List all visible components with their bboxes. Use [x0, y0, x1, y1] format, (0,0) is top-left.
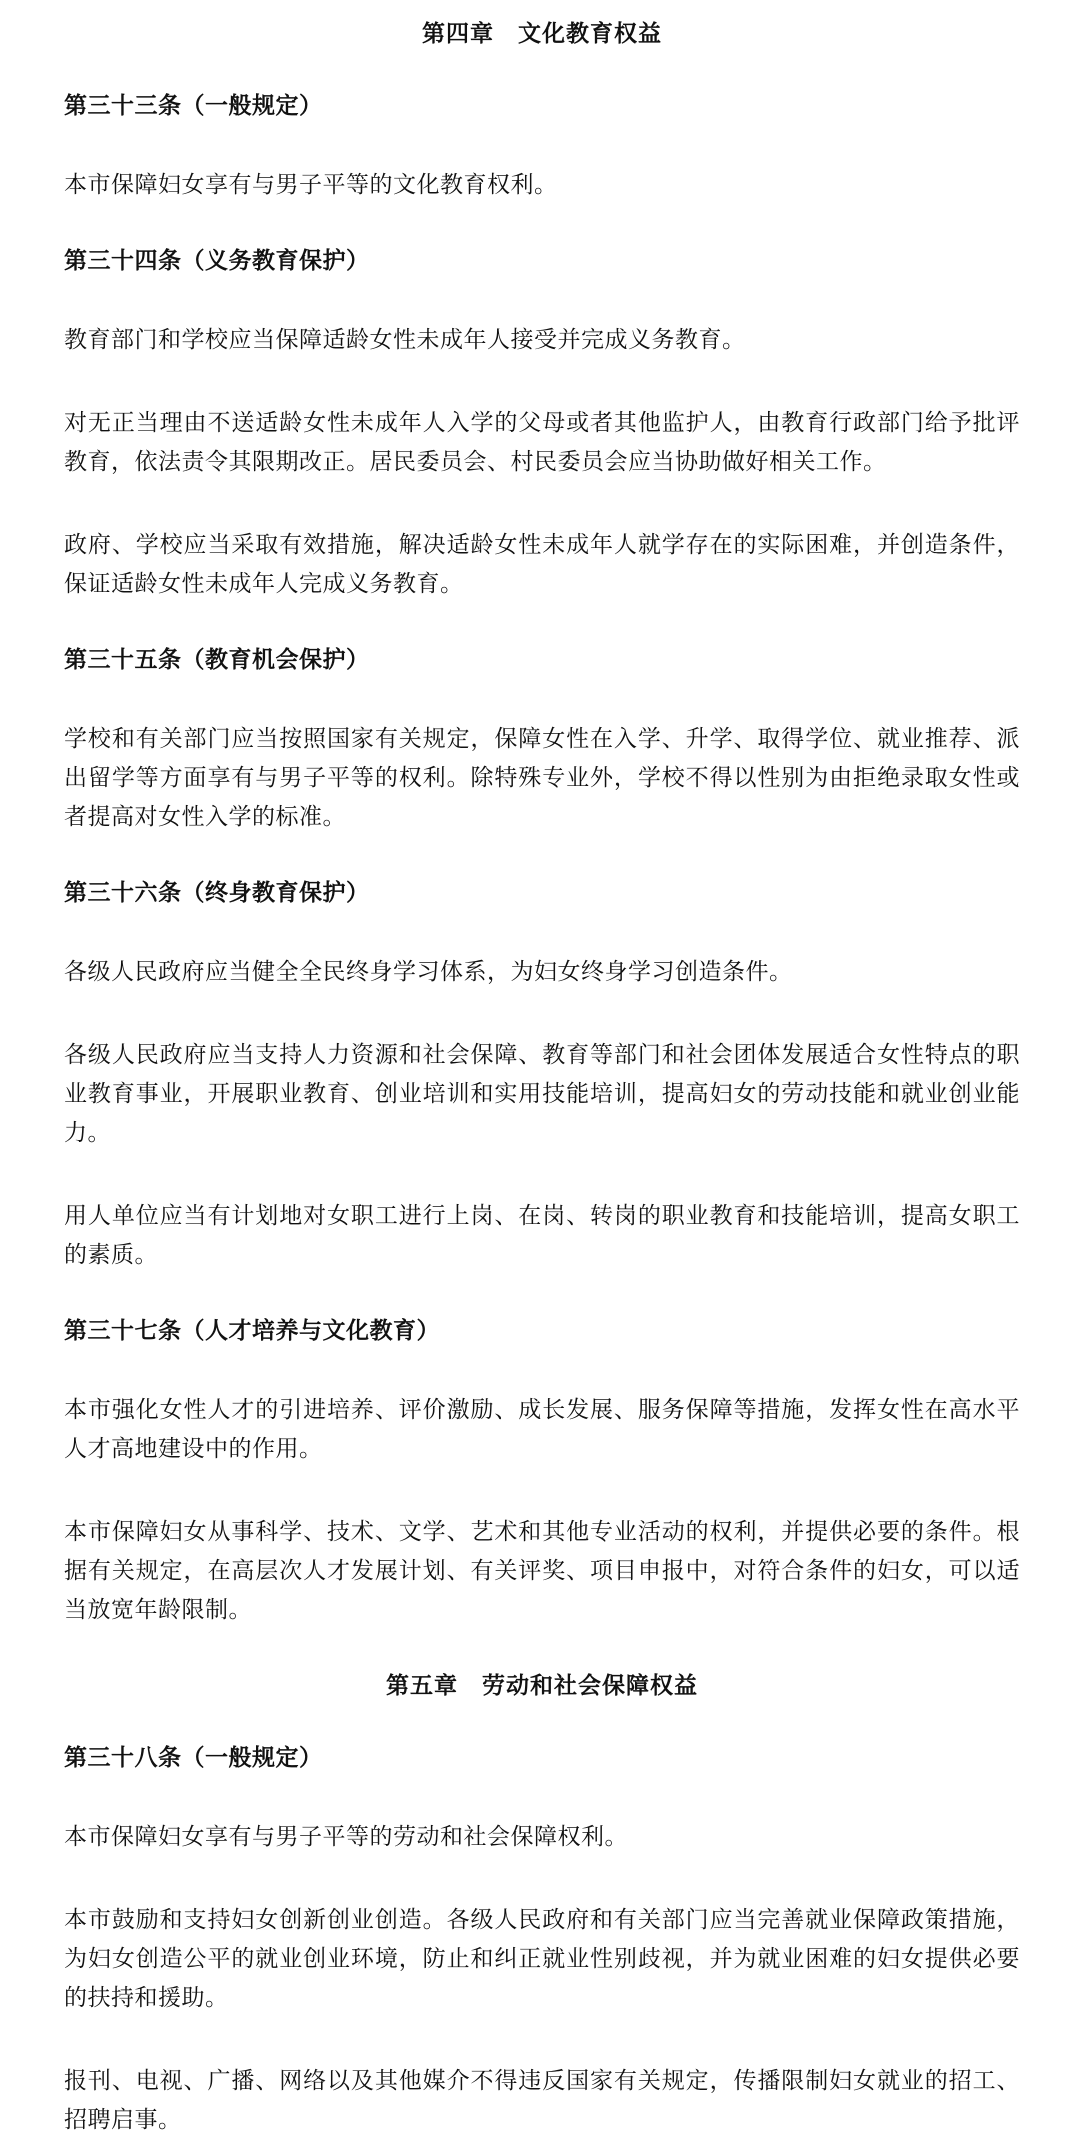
chapter-4-title: 第四章 文化教育权益	[422, 21, 662, 47]
article-36-paragraph-3: 用人单位应当有计划地对女职工进行上岗、在岗、转岗的职业教育和技能培训，提高女职工的素质。	[64, 1203, 1020, 1268]
article-38-paragraph-2: 本市鼓励和支持妇女创新创业创造。各级人民政府和有关部门应当完善就业保障政策措施，为妇女创造公平的就业创业环境，防止和纠正就业性别歧视，并为就业困难的妇女提供必要的扶持和援助。	[64, 1907, 1020, 2011]
article-37-title: 第三十七条（人才培养与文化教育）	[64, 1318, 440, 1344]
article-33-title: 第三十三条（一般规定）	[64, 93, 323, 119]
article-34-title: 第三十四条（义务教育保护）	[64, 248, 370, 274]
article-36-title: 第三十六条（终身教育保护）	[64, 880, 370, 906]
article-34-paragraph-2: 对无正当理由不送适龄女性未成年人入学的父母或者其他监护人，由教育行政部门给予批评教育，依法责令其限期改正。居民委员会、村民委员会应当协助做好相关工作。	[64, 410, 1020, 475]
article-38-paragraph-3: 报刊、电视、广播、网络以及其他媒介不得违反国家有关规定，传播限制妇女就业的招工、招聘启事。	[64, 2068, 1020, 2133]
article-38-paragraph-1: 本市保障妇女享有与男子平等的劳动和社会保障权利。	[64, 1824, 628, 1850]
article-34-paragraph-1: 教育部门和学校应当保障适龄女性未成年人接受并完成义务教育。	[64, 327, 746, 353]
article-36-paragraph-1: 各级人民政府应当健全全民终身学习体系，为妇女终身学习创造条件。	[64, 959, 793, 985]
article-34-paragraph-3: 政府、学校应当采取有效措施，解决适龄女性未成年人就学存在的实际困难，并创造条件，保证适龄女性未成年人完成义务教育。	[64, 532, 1020, 597]
article-38-title: 第三十八条（一般规定）	[64, 1745, 323, 1771]
article-35-title: 第三十五条（教育机会保护）	[64, 647, 370, 673]
article-37-paragraph-1: 本市强化女性人才的引进培养、评价激励、成长发展、服务保障等措施，发挥女性在高水平人才高地建设中的作用。	[64, 1397, 1020, 1462]
article-37-paragraph-2: 本市保障妇女从事科学、技术、文学、艺术和其他专业活动的权利，并提供必要的条件。根据有关规定，在高层次人才发展计划、有关评奖、项目申报中，对符合条件的妇女，可以适当放宽年龄限制。	[64, 1519, 1020, 1623]
article-36-paragraph-2: 各级人民政府应当支持人力资源和社会保障、教育等部门和社会团体发展适合女性特点的职业教育事业，开展职业教育、创业培训和实用技能培训，提高妇女的劳动技能和就业创业能力。	[64, 1042, 1020, 1146]
chapter-5-title: 第五章 劳动和社会保障权益	[386, 1673, 698, 1699]
article-33-paragraph-1: 本市保障妇女享有与男子平等的文化教育权利。	[64, 172, 558, 198]
article-35-paragraph-1: 学校和有关部门应当按照国家有关规定，保障女性在入学、升学、取得学位、就业推荐、派出留学等方面享有与男子平等的权利。除特殊专业外，学校不得以性别为由拒绝录取女性或者提高对女性入学的标准。	[64, 726, 1020, 830]
